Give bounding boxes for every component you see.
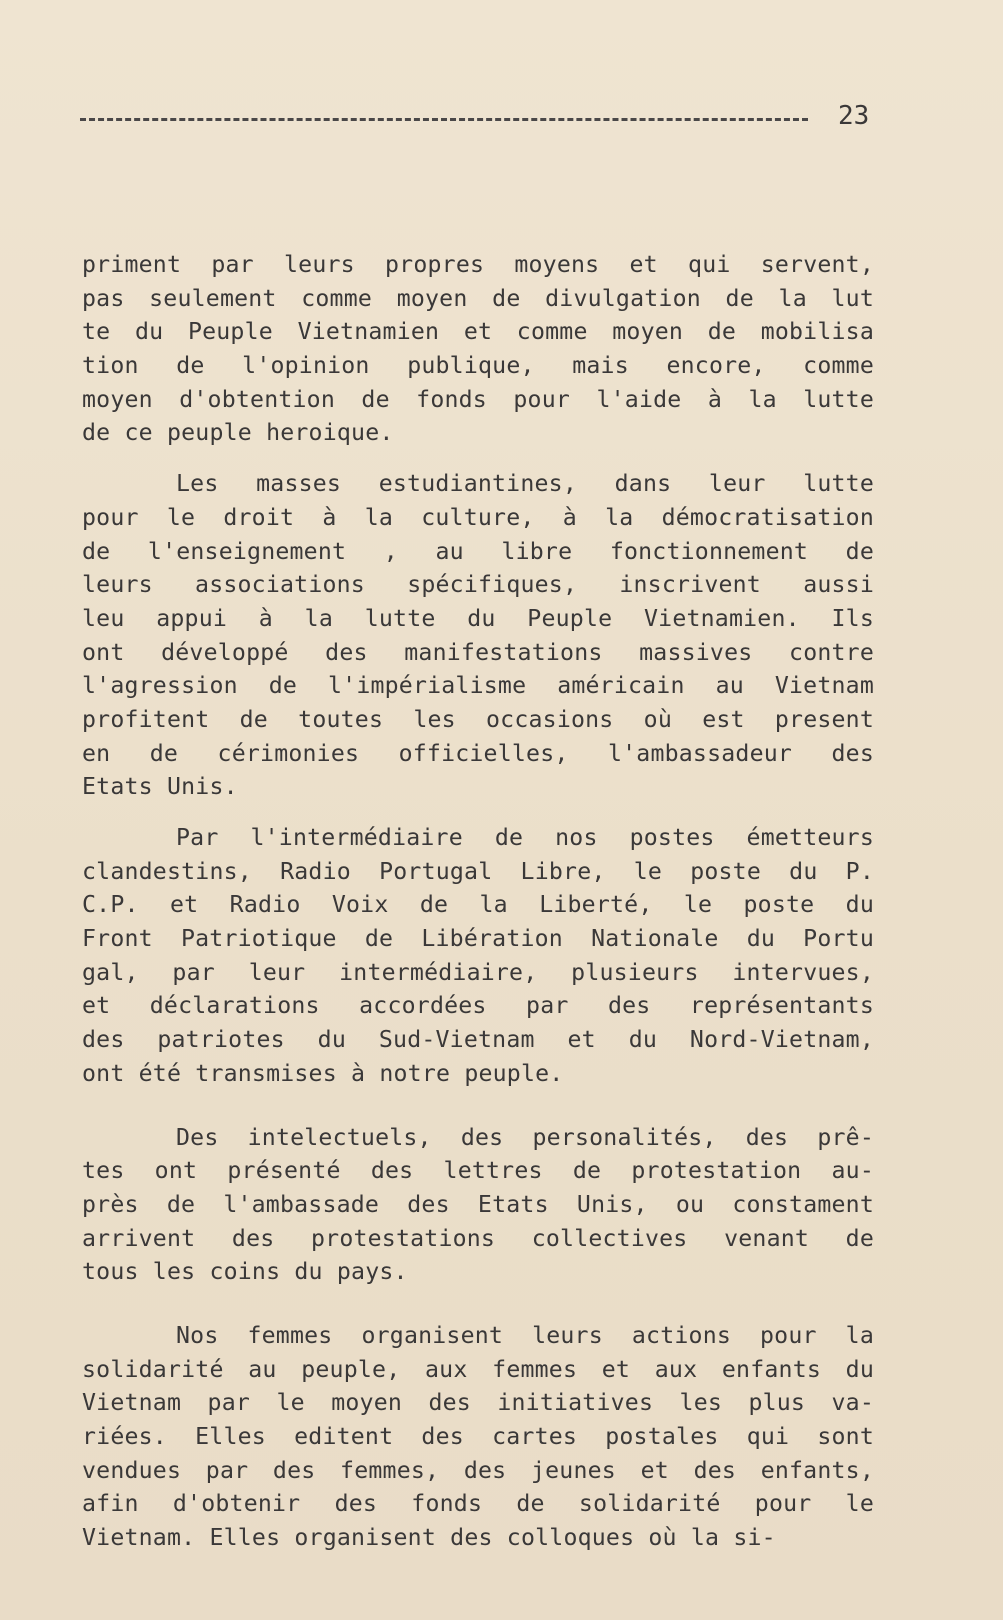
text-line: et déclarations accordées par des représentants [82, 992, 874, 1020]
paragraph [82, 1319, 874, 1555]
text-line: afin d'obtenir des fonds de solidarité pour le [82, 1490, 874, 1518]
text-line: près de l'ambassade des Etats Unis, ou constament [82, 1190, 874, 1218]
text-line: te du Peuple Vietnamien et comme moyen de mobilisa [82, 318, 874, 346]
page-number: 23 [838, 101, 870, 131]
text-line: leurs associations spécifiques, inscrivent aussi [82, 571, 874, 599]
text-line: Vietnam. Elles organisent des colloques où la si- [82, 1524, 776, 1552]
text-line: clandestins, Radio Portugal Libre, le poste du P. [82, 857, 874, 885]
paragraph [82, 821, 874, 1091]
text-line: ont été transmises à notre peuple. [82, 1059, 564, 1087]
text-line: Les masses estudiantines, dans leur lutte [176, 470, 874, 498]
text-line: Etats Unis. [82, 773, 238, 801]
text-line: C.P. et Radio Voix de la Liberté, le poste du [82, 891, 874, 919]
text-line: solidarité au peuple, aux femmes et aux enfants du [82, 1355, 874, 1383]
text-line: des patriotes du Sud-Vietnam et du Nord-Vietnam, [82, 1026, 874, 1054]
header-dashed-rule [80, 118, 808, 121]
text-line: riées. Elles editent des cartes postales qui sont [82, 1423, 874, 1450]
text-line: de l'enseignement , au libre fonctionnement de [82, 537, 874, 565]
text-line: gal, par leur intermédiaire, plusieurs intervues, [82, 958, 874, 986]
text-line: Nos femmes organisent leurs actions pour la [176, 1321, 874, 1349]
text-line: moyen d'obtention de fonds pour l'aide à la lutte [82, 385, 874, 413]
text-line: pas seulement comme moyen de divulgation de la lut [82, 284, 874, 312]
text-line: Des intelectuels, des personalités, des prê- [176, 1123, 874, 1151]
text-line: Vietnam par le moyen des initiatives les plus va- [82, 1389, 874, 1417]
text-line: tes ont présenté des lettres de protestation au- [82, 1157, 874, 1185]
text-line: profitent de toutes les occasions où est present [82, 705, 874, 733]
text-line: priment par leurs propres moyens et qui servent, [82, 251, 874, 278]
text-line: leu appui à la lutte du Peuple Vietnamien. Ils [82, 604, 874, 632]
document-body [82, 248, 874, 1555]
text-line: en de cérimonies officielles, l'ambassadeur des [82, 739, 874, 767]
text-line: tion de l'opinion publique, mais encore, comme [82, 352, 874, 380]
text-line: vendues par des femmes, des jeunes et des enfants, [82, 1456, 874, 1484]
paragraph [82, 1121, 874, 1289]
paragraph [82, 248, 874, 450]
text-line: arrivent des protestations collectives venant de [82, 1224, 874, 1252]
text-line: Front Patriotique de Libération Nationale du Portu [82, 925, 874, 953]
text-line: pour le droit à la culture, à la démocratisation [82, 503, 874, 531]
text-line: tous les coins du pays. [82, 1258, 408, 1286]
text-line: ont développé des manifestations massives contre [82, 638, 874, 666]
text-line: Par l'intermédiaire de nos postes émetteurs [176, 824, 874, 851]
text-line: de ce peuple heroique. [82, 419, 394, 447]
text-line: l'agression de l'impérialisme américain au Vietnam [82, 672, 874, 700]
paragraph [82, 467, 874, 804]
